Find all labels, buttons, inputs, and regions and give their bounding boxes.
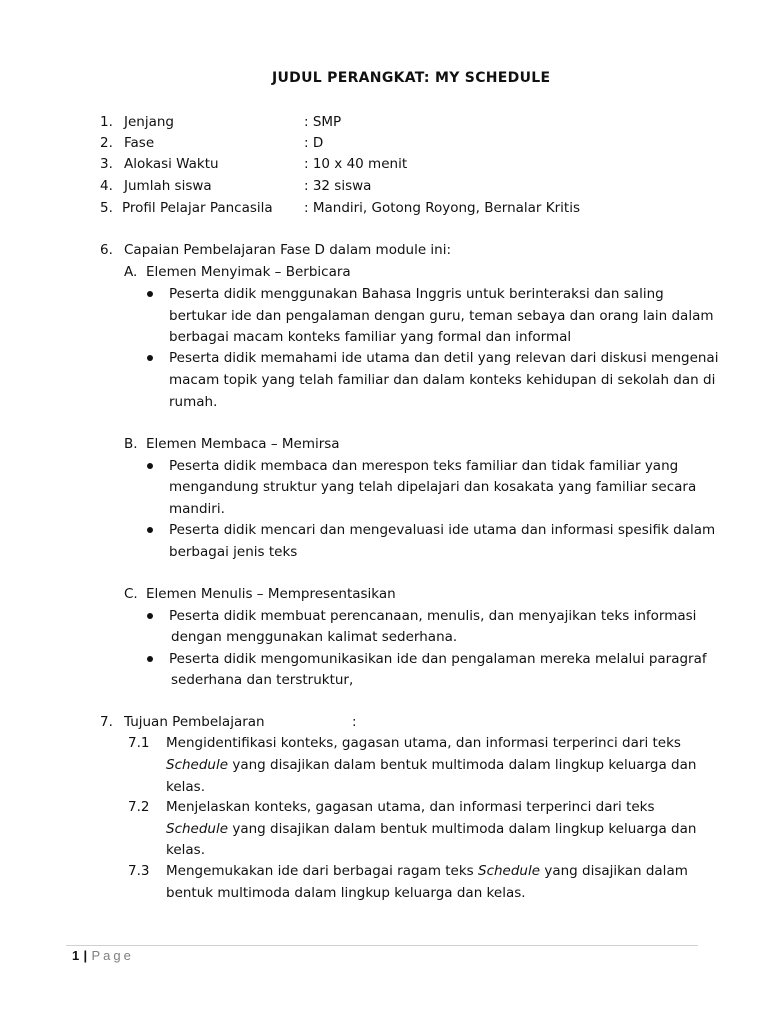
bullet-icon [147, 656, 153, 662]
bullet-icon [147, 463, 153, 469]
objective-italic-term: Schedule [166, 821, 229, 837]
bullet-text: Peserta didik mengomunikasikan ide dan pengalaman mereka melalui paragraf [169, 651, 707, 667]
bullet-icon [147, 355, 153, 361]
objective-text-cont: yang disajikan dalam bentuk multimoda dalam lingkup keluarga dan [228, 821, 697, 837]
info-num: 4. [100, 178, 113, 194]
subsection-a-label: A. [124, 264, 138, 280]
info-label: Profil Pelajar Pancasila [122, 200, 273, 216]
subsection-b-heading: Elemen Membaca – Memirsa [146, 436, 340, 452]
subsection-b-label: B. [124, 436, 138, 452]
bullet-text: berbagai macam konteks familiar yang formal dan informal [169, 329, 572, 345]
objective-text: Mengidentifikasi konteks, gagasan utama, dan informasi terperinci dari teks [166, 735, 681, 751]
footer-divider [66, 945, 698, 946]
subsection-c-heading: Elemen Menulis – Mempresentasikan [146, 586, 396, 602]
objective-number: 7.3 [128, 863, 150, 879]
section-7-colon: : [352, 714, 357, 730]
bullet-icon [147, 291, 153, 297]
bullet-text: macam topik yang telah familiar dan dalam konteks kehidupan di sekolah dan di [169, 372, 716, 388]
info-num: 5. [100, 200, 113, 216]
info-num: 2. [100, 135, 113, 151]
info-value: : 32 siswa [304, 178, 372, 194]
objective-number: 7.2 [128, 799, 150, 815]
objective-text: bentuk multimoda dalam lingkup keluarga dan kelas. [166, 885, 526, 901]
objective-text: kelas. [166, 842, 205, 858]
section-7-heading: Tujuan Pembelajaran [124, 714, 265, 730]
objective-text [166, 757, 696, 773]
bullet-text: sederhana dan terstruktur, [171, 672, 354, 688]
bullet-text: dengan menggunakan kalimat sederhana. [171, 629, 458, 645]
subsection-a-heading: Elemen Menyimak – Berbicara [146, 264, 351, 280]
info-value: : 10 x 40 menit [304, 156, 408, 172]
objective-text: kelas. [166, 779, 205, 795]
page-label: Page [91, 948, 134, 963]
objective-italic-term: Schedule [478, 863, 541, 879]
bullet-text: rumah. [169, 394, 218, 410]
bullet-text: mandiri. [169, 501, 225, 517]
section-6-number: 6. [100, 242, 113, 258]
bullet-icon [147, 527, 153, 533]
bullet-text: Peserta didik menggunakan Bahasa Inggris untuk berinteraksi dan saling [169, 286, 664, 302]
objective-text [166, 863, 688, 879]
bullet-text: Peserta didik memahami ide utama dan detil yang relevan dari diskusi mengenai [169, 350, 719, 366]
page-footer [72, 948, 134, 964]
objective-text-end: yang disajikan dalam [540, 863, 688, 879]
page-number: 1 [72, 948, 80, 963]
page-title: JUDUL PERANGKAT: MY SCHEDULE [272, 70, 551, 86]
section-6-heading: Capaian Pembelajaran Fase D dalam module ini: [124, 242, 452, 258]
objective-number: 7.1 [128, 735, 150, 751]
bullet-text: mengandung struktur yang telah dipelajari dan kosakata yang familiar secara [169, 479, 697, 495]
info-label: Jumlah siswa [124, 178, 212, 194]
info-num: 3. [100, 156, 113, 172]
page-separator: | [83, 948, 88, 963]
subsection-c-label: C. [124, 586, 138, 602]
objective-italic-term: Schedule [166, 757, 229, 773]
info-num: 1. [100, 114, 113, 130]
bullet-text: bertukar ide dan pengalaman dengan guru, teman sebaya dan orang lain dalam [169, 308, 714, 324]
info-label: Fase [124, 135, 155, 151]
objective-text: Menjelaskan konteks, gagasan utama, dan informasi terperinci dari teks [166, 799, 655, 815]
objective-text [166, 821, 696, 837]
info-value: : Mandiri, Gotong Royong, Bernalar Kritis [304, 200, 581, 216]
info-label: Alokasi Waktu [124, 156, 219, 172]
bullet-text: Peserta didik membaca dan merespon teks familiar dan tidak familiar yang [169, 458, 679, 474]
objective-text-cont: yang disajikan dalam bentuk multimoda dalam lingkup keluarga dan [228, 757, 697, 773]
bullet-icon [147, 613, 153, 619]
bullet-text: berbagai jenis teks [169, 544, 298, 560]
bullet-text: Peserta didik mencari dan mengevaluasi ide utama dan informasi spesifik dalam [169, 522, 716, 538]
section-7-number: 7. [100, 714, 113, 730]
info-label: Jenjang [124, 114, 174, 130]
info-value: : D [304, 135, 324, 151]
bullet-text: Peserta didik membuat perencanaan, menulis, dan menyajikan teks informasi [169, 608, 697, 624]
objective-text-start: Mengemukakan ide dari berbagai ragam teks [166, 863, 478, 879]
info-value: : SMP [304, 114, 342, 130]
